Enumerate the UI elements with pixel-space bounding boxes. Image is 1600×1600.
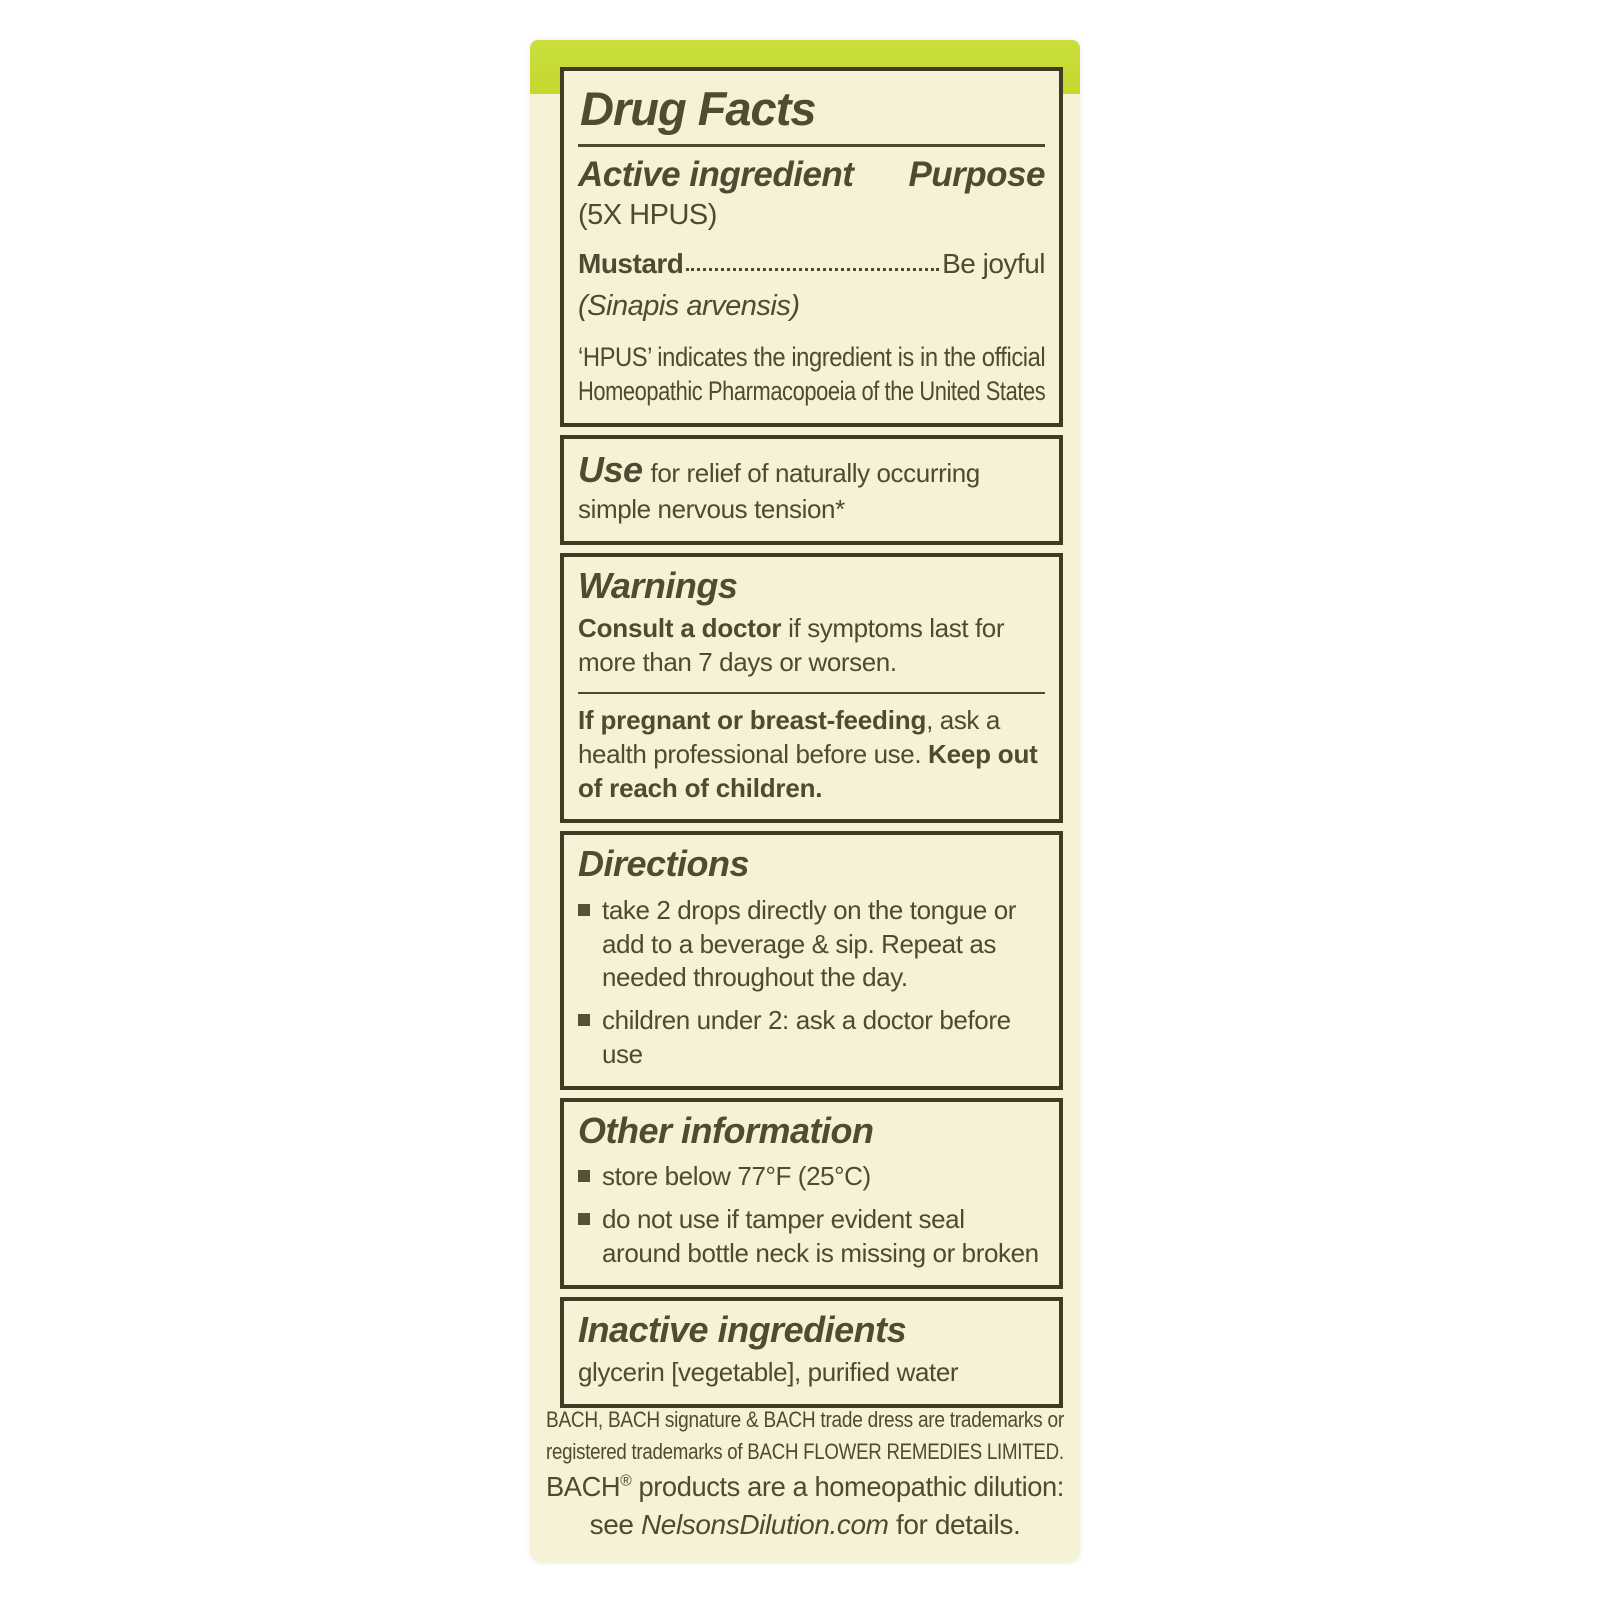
dotted-leader (686, 268, 939, 271)
details-text: for details. (888, 1508, 1021, 1540)
hpus-note (578, 341, 1045, 409)
other-info-item-2 (578, 1203, 1045, 1271)
hpus-note-line-1: ‘HPUS’ indicates the ingredient is in the official (578, 342, 1046, 372)
square-bullet-icon (578, 1014, 590, 1026)
section-directions (560, 831, 1063, 1089)
square-bullet-icon (578, 1170, 590, 1182)
inactive-ingredients-text: glycerin [vegetable], purified water (578, 1357, 959, 1388)
consult-doctor-rest: if symptoms last for more than 7 days or worsen. (578, 613, 1005, 678)
use-heading: Use (578, 448, 643, 490)
warnings-consult-paragraph (578, 612, 1045, 680)
other-info-item-2-text: do not use if tamper evident seal around bottle neck is missing or broken (602, 1204, 1039, 1268)
footer-legal (546, 1404, 1064, 1543)
warnings-divider (578, 692, 1045, 694)
directions-heading: Directions (578, 843, 750, 885)
dilution-rest: products are a homeopathic dilution: (631, 1470, 1064, 1502)
ingredient-purpose: Be joyful (942, 248, 1045, 279)
directions-item-1-text: take 2 drops directly on the tongue or add to a beverage & sip. Repeat as needed throughout the day. (602, 894, 1017, 993)
registered-mark: ® (620, 1472, 632, 1490)
website-name: NelsonsDilution.com (640, 1508, 889, 1540)
product-box-panel (530, 40, 1080, 1563)
use-text: for relief of naturally occurring simple nervous tension* (578, 457, 980, 525)
square-bullet-icon (578, 904, 590, 916)
ingredient-name: Mustard (578, 248, 684, 279)
trademark-line-1: BACH, BACH signature & BACH trade dress are trademarks or (546, 1407, 1064, 1432)
warnings-pregnant-paragraph (578, 704, 1045, 805)
see-text: see (589, 1508, 641, 1540)
latin-name: (Sinapis arvensis) (578, 290, 800, 322)
potency-subheading: (5X HPUS) (578, 199, 717, 231)
pregnant-rest: , ask a health professional before use. (578, 705, 1000, 769)
active-ingredient-header-row (578, 155, 1045, 195)
other-info-item-1-text: store below 77°F (25°C) (602, 1161, 871, 1192)
square-bullet-icon (578, 1213, 590, 1225)
keep-out-bold: Keep out of reach of children. (578, 738, 1038, 803)
dilution-line-2 (590, 1506, 1021, 1544)
other-info-item-1 (578, 1160, 1045, 1194)
section-active-ingredient (560, 67, 1063, 427)
trademark-line-2: registered trademarks of BACH FLOWER REMEDIES LIMITED. (546, 1438, 1064, 1464)
drug-facts-title: Drug Facts (578, 79, 1045, 147)
consult-doctor-bold: Consult a doctor (578, 613, 782, 644)
active-ingredient-heading: Active ingredient (578, 155, 854, 194)
pregnant-bold: If pregnant or breast-feeding (578, 705, 927, 736)
directions-item-1 (578, 894, 1045, 995)
use-paragraph (578, 447, 1045, 528)
section-other-information (560, 1098, 1063, 1289)
inactive-ingredients-heading: Inactive ingredients (578, 1308, 907, 1350)
warnings-heading: Warnings (578, 565, 738, 607)
section-warnings (560, 553, 1063, 823)
ingredient-purpose-row (578, 248, 1045, 280)
dilution-line-1 (546, 1468, 1064, 1506)
brand-name: BACH (546, 1470, 621, 1502)
section-use (560, 435, 1063, 546)
section-inactive-ingredients (560, 1297, 1063, 1408)
directions-item-2-text: children under 2: ask a doctor before use (602, 1005, 1011, 1070)
directions-item-2 (578, 1004, 1045, 1072)
drug-facts-label (560, 67, 1063, 1408)
purpose-heading: Purpose (908, 155, 1045, 194)
hpus-note-line-2: Homeopathic Pharmacopoeia of the United States (578, 375, 1046, 406)
other-information-heading: Other information (578, 1109, 874, 1151)
